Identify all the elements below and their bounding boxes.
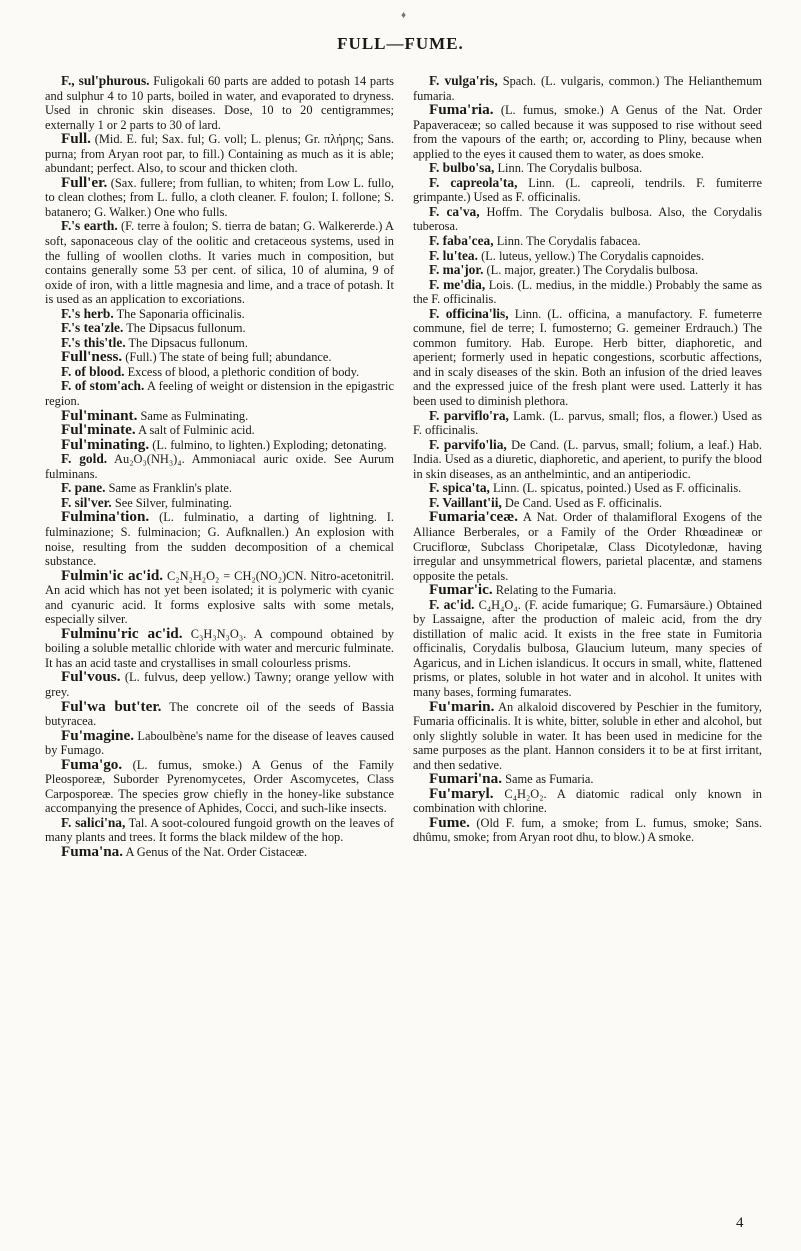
dictionary-entry	[45, 219, 394, 306]
dictionary-entry	[45, 842, 394, 860]
entry-headword: F. parviflo'ra,	[429, 407, 509, 423]
entry-definition: Laboulbène's name for the disease of leaves caused by Fumago.	[45, 728, 394, 758]
entry-definition: A Nat. Order of thalamifloral Exogens of the Alliance Berberales, or a Family of the Order Rhœadineæ or Cruciflorœ, Subclass Choripetalæ, Class Dicotyledonæ, having irregular and unsymmetrical flowers, parietal placentæ, and stamens opposite the petals.	[413, 510, 762, 583]
entry-headword: F. pane.	[61, 480, 106, 496]
entry-headword: Fulminu'ric ac'id.	[61, 624, 183, 642]
dictionary-entry	[413, 278, 762, 307]
entry-definition: Same as Fumaria.	[502, 772, 594, 787]
entry-definition: (L. fumus, smoke.) A Genus of the Nat. Order Papaveraceæ; so called because it was supposed to rise without seed from the vapours of the earth; or, according to Pliny, because when applied to the eyes it caused them to water, as does smoke.	[413, 103, 762, 161]
dictionary-entry	[413, 74, 762, 103]
dictionary-entry	[413, 438, 762, 482]
entry-definition: Au₂O₃(NH₃)₄. Ammoniacal auric oxide. See Aurum fulminans.	[45, 452, 394, 481]
dictionary-entry	[413, 103, 762, 161]
entry-definition: (L. major, greater.) The Corydalis bulbosa.	[483, 263, 699, 278]
entry-definition: Linn. The Corydalis bulbosa.	[494, 161, 643, 176]
entry-headword: F. lu'tea.	[429, 247, 478, 263]
left-column	[45, 74, 394, 860]
entry-headword: F. of blood.	[61, 363, 125, 379]
dictionary-entry	[413, 598, 762, 700]
entry-definition: (Sax. fullere; from fullian, to whiten; from Low L. fullo, to clean clothes; from L. fullo, a cloth cleaner. F. foulon; I. follone; S. batanero; G. Walker.) One who fulls.	[45, 175, 394, 219]
entry-definition: Linn. The Corydalis fabacea.	[493, 234, 641, 249]
entry-definition: (F. terre à foulon; S. tierra de batan; G. Walkererde.) A soft, saponaceous clay of the oolitic and cretaceous systems, used in the fulling of woollen cloths. It varies much in composition, but contains generally some 53 per cent. of silica, 10 of alumina, 9 of oxide of iron, with a little magnesia and lime, and a trace of potash. It is used as an application to excoriations.	[45, 219, 394, 307]
dictionary-entry	[45, 755, 394, 816]
entry-headword: F.'s herb.	[61, 305, 114, 321]
entry-headword: Fu'magine.	[61, 726, 134, 744]
entry-headword: Full'ness.	[61, 348, 123, 366]
entry-headword: Fulmin'ic ac'id.	[61, 566, 164, 584]
entry-headword: F. ac'id.	[429, 596, 475, 612]
entry-definition: (Old F. fum, a smoke; from L. fumus, smoke; Sans. dhûmu, smoke; from Aryan root dhu, to blow.) A smoke.	[413, 815, 762, 845]
entry-definition: See Silver, fulminating.	[111, 495, 233, 510]
entry-headword: Fumari'na.	[429, 770, 502, 788]
entry-headword: F. ca'va,	[429, 203, 480, 219]
dictionary-entry	[45, 435, 394, 453]
entry-headword: Fuma'na.	[61, 842, 124, 860]
entry-definition: C₂N₂H₂O₂ = CH₂(NO₂)CN. Nitro-acetonitril. An acid which has not yet been isolated; it is polymeric with cyanic and cyanuric acid. It forms explosive salts with some metals, especially silver.	[45, 568, 394, 627]
entry-definition: Spach. (L. vulgaris, common.) The Helianthemum fumaria.	[413, 74, 762, 103]
entry-definition: De Cand. Used as F. officinalis.	[501, 495, 662, 510]
dictionary-entry	[45, 321, 394, 336]
entry-headword: F. of stom'ach.	[61, 378, 145, 394]
entry-headword: F. faba'cea,	[429, 233, 494, 249]
entry-definition: De Cand. (L. parvus, small; folium, a leaf.) Hab. India. Used as a diuretic, diaphoretic, and aperient, to purify the blood in skin diseases, as an anthelmintic, and an antiperiodic.	[413, 437, 762, 481]
entry-headword: F. me'dia,	[429, 276, 486, 292]
dictionary-entry	[413, 784, 762, 816]
page-title: FULL—FUME.	[337, 34, 464, 53]
dictionary-entry	[45, 132, 394, 176]
entry-headword: Fuma'ria.	[429, 101, 494, 119]
entry-headword: F. gold.	[61, 451, 108, 467]
dictionary-entry	[413, 697, 762, 773]
entry-headword: Full.	[61, 130, 91, 148]
dictionary-entry	[413, 176, 762, 205]
entry-definition: The concrete oil of the seeds of Bassia butyracea.	[45, 699, 395, 729]
entry-definition: (L. fulvus, deep yellow.) Tawny; orange yellow with grey.	[45, 670, 394, 699]
dictionary-entry	[45, 379, 394, 408]
entry-definition: Same as Fulminating.	[137, 408, 249, 423]
entry-definition: Hoffm. The Corydalis bulbosa. Also, the Corydalis tuberosa.	[413, 204, 762, 234]
dictionary-entry	[45, 510, 394, 568]
entry-headword: Ful'minant.	[61, 406, 138, 424]
entry-headword: Ful'minating.	[61, 435, 150, 453]
right-column	[413, 74, 762, 845]
entry-definition: Relating to the Fumaria.	[492, 583, 617, 598]
entry-definition: Linn. (L. capreoli, tendrils. F. fumiterre grimpante.) Used as F. officinalis.	[413, 175, 762, 205]
entry-headword: F. Vaillant'ii,	[429, 494, 502, 510]
dictionary-entry	[413, 161, 762, 176]
page-number: 4	[736, 1215, 744, 1231]
entry-definition: C₄H₂O₂. A diatomic radical only known in combination with chlorine.	[413, 786, 762, 816]
entry-headword: Fu'marin.	[429, 697, 495, 715]
entry-definition: Linn. (L. officina, a manufactory. F. fumeterre commune, fiel de terre; I. fumosterno; G. gemeiner Erdrauch.) The common fumitory. Hab. Europe. Herb bitter, diaphoretic, and aperient; formerly used in hepatic congestions, scorbutic affections, and in scaly diseases of the skin. Both an infusion of the dried leaves and the expressed juice of the fresh plant were used. Latterly it has been used to diminish plethora.	[413, 306, 762, 409]
entry-headword: Fu'maryl.	[429, 784, 494, 802]
entry-headword: Ful'wa but'ter.	[61, 697, 162, 715]
entry-headword: F. salici'na,	[61, 814, 126, 830]
entry-headword: F.'s tea'zle.	[61, 320, 124, 336]
entry-headword: Full'er.	[61, 173, 108, 191]
entry-definition: (L. luteus, yellow.) The Corydalis capnoides.	[477, 248, 705, 263]
dictionary-entry	[45, 452, 394, 481]
entry-headword: F. parvifo'lia,	[429, 436, 507, 452]
entry-definition: C₄H₄O₄. (F. acide fumarique; G. Fumarsäure.) Obtained by Lassaigne, after the production of maleic acid, from the dry distillation of malic acid. It exists in the free state in Fumitoria officinalis, Corydalis bulbosa, Glaucium luteum, many species of Agaricus, and in Lichen islandicus. It occurs in small, white, flattened prisms, or plates, soluble in hot water and in alcohol. It unites with many bases, forming fumarates.	[413, 597, 762, 699]
entry-definition: A feeling of weight or distension in the epigastric region.	[45, 379, 394, 409]
entry-headword: Fumaria'ceæ.	[429, 508, 518, 526]
entry-definition: (L. fulminatio, a darting of lightning. I. fulminazione; S. fulminacion; G. Aufknallen.) An explosion with noise, resulting from the sudden decomposition of a chemical substance.	[45, 510, 394, 569]
dictionary-entry	[413, 307, 762, 409]
entry-definition: Fuligokali 60 parts are added to potash 14 parts and sulphur 4 to 10 parts, boiled in water, and evaporated to dryness. Used in chronic skin diseases. Dose, 10 to 20 centigrammes; externally 1 or 2 parts to 30 of lard.	[45, 74, 394, 132]
dictionary-entry	[45, 173, 394, 220]
entry-headword: F. vulga'ris,	[429, 73, 498, 88]
dictionary-entry	[45, 816, 394, 845]
entry-headword: F.'s this'tle.	[61, 334, 126, 350]
dictionary-entry	[45, 74, 394, 132]
dictionary-entry	[45, 624, 394, 671]
entry-definition: The Saponaria officinalis.	[113, 306, 245, 321]
ornament-dot: ♦	[401, 10, 407, 21]
entry-headword: F. ma'jor.	[429, 262, 484, 278]
entry-headword: Ful'vous.	[61, 668, 121, 686]
entry-definition: The Dipsacus fullonum.	[125, 335, 248, 350]
dictionary-entry	[413, 234, 762, 249]
entry-headword: F. officina'lis,	[429, 305, 509, 321]
entry-headword: Fume.	[429, 813, 470, 831]
entry-definition: An alkaloid discovered by Peschier in the fumitory, Fumaria officinalis. It is white, bitter, soluble in ether and alcohol, but only slightly soluble in water. It has been used in medicine for the same purposes as the plant. Hannon considers it to be at first irritant, and then sedative.	[413, 699, 762, 772]
dictionary-entry	[413, 263, 762, 278]
entry-definition: (L. fulmino, to lighten.) Exploding; detonating.	[149, 437, 387, 452]
entry-definition: Lamk. (L. parvus, small; flos, a flower.) Used as F. officinalis.	[413, 408, 763, 438]
entry-definition: Lois. (L. medius, in the middle.) Probably the same as the F. officinalis.	[413, 277, 762, 307]
dictionary-entry	[413, 813, 762, 845]
dictionary-entry	[413, 409, 762, 438]
entry-headword: Fuma'go.	[61, 755, 123, 773]
entry-definition: A salt of Fulminic acid.	[135, 423, 255, 438]
dictionary-entry	[45, 566, 394, 627]
dictionary-entry	[45, 697, 395, 729]
dictionary-entry	[45, 726, 394, 758]
dictionary-entry	[45, 670, 394, 699]
entry-definition: A Genus of the Nat. Order Cistaceæ.	[123, 844, 308, 859]
dictionary-entry	[413, 583, 762, 598]
dictionary-entry	[45, 365, 394, 380]
entry-definition: C₃H₃N₃O₃. A compound obtained by boiling a soluble metallic chloride with water and mercuric fulminate. It has an acid taste and crystallises in small colourless prisms.	[45, 626, 394, 670]
entry-definition: Excess of blood, a plethoric condition of body.	[124, 364, 360, 379]
entry-definition: (Full.) The state of being full; abundance.	[122, 350, 332, 365]
dictionary-entry	[413, 205, 762, 234]
dictionary-entry	[45, 350, 394, 365]
dictionary-entry	[45, 481, 394, 496]
entry-headword: F.'s earth.	[61, 218, 118, 234]
entry-definition: The Dipsacus fullonum.	[123, 321, 246, 336]
entry-definition: (Mid. E. ful; Sax. ful; G. voll; L. plenus; Gr. πλήρης; Sans. purna; from Aryan root par, to fill.) Containing as much as it is able; abundant; perfect. Also, to scour and thicken cloth.	[45, 132, 394, 176]
entry-definition: Same as Franklin's plate.	[105, 481, 232, 496]
entry-definition: Linn. (L. spicatus, pointed.) Used as F. officinalis.	[489, 481, 742, 496]
entry-headword: Fulmina'tion.	[61, 508, 150, 526]
dictionary-entry	[45, 307, 394, 322]
entry-headword: F. capreola'ta,	[429, 174, 518, 190]
dictionary-entry	[413, 510, 762, 583]
entry-definition: Tal. A soot-coloured fungoid growth on the leaves of many plants and trees. It forms the black mildew of the hop.	[45, 815, 394, 845]
entry-headword: Fumar'ic.	[429, 581, 493, 599]
entry-headword: F. spica'ta,	[429, 480, 490, 496]
dictionary-entry	[413, 481, 762, 496]
entry-headword: F. bulbo'sa,	[429, 160, 495, 176]
entry-headword: Ful'minate.	[61, 421, 136, 439]
dictionary-entry	[413, 249, 762, 264]
entry-headword: F. sil'ver.	[61, 494, 112, 510]
entry-headword: F., sul'phurous.	[61, 73, 150, 88]
entry-definition: (L. fumus, smoke.) A Genus of the Family Pleosporeæ, Suborder Pyrenomycetes, Order Ascomycetes, Class Carposporeæ. The species grow chiefly in the honey-like substance accompanying the presence of Aphides, Cocci, and such-like insects.	[45, 757, 394, 816]
